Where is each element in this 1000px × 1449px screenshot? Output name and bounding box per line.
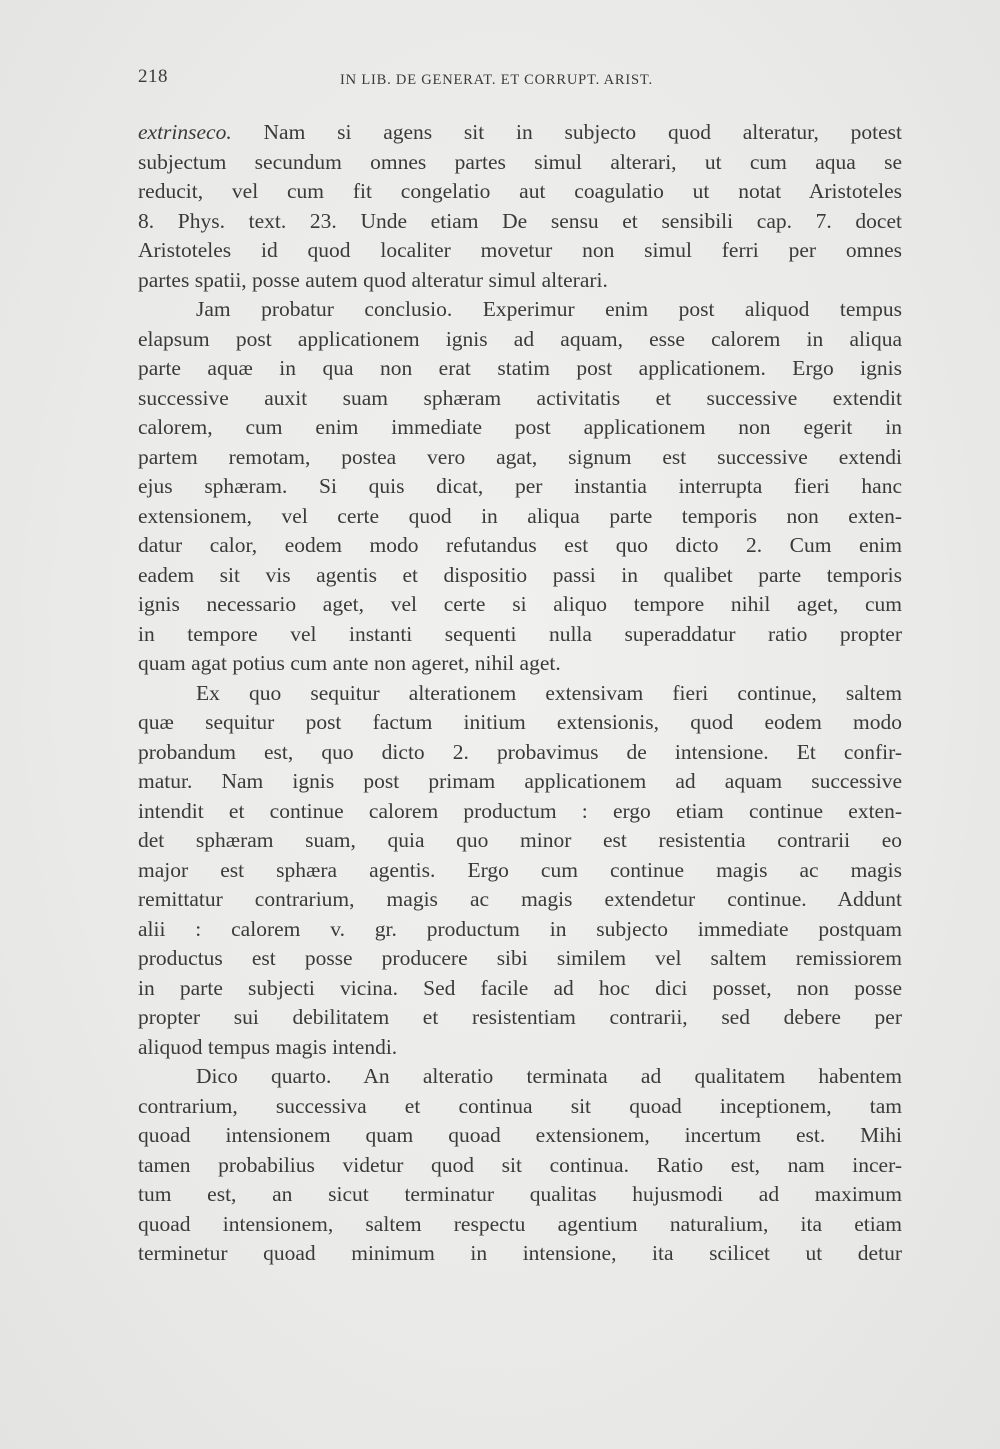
text-line — [138, 885, 902, 915]
text-line — [138, 354, 902, 384]
line-text: quam agat potius cum ante non ageret, nihil aget. — [138, 651, 561, 675]
text-line — [138, 236, 902, 266]
text-line — [138, 797, 902, 827]
line-text: partes spatii, posse autem quod alteratur simul alterari. — [138, 267, 608, 292]
line-text: reducit, vel cum fit congelatio aut coagulatio ut notat Aristoteles — [138, 179, 902, 203]
text-line — [138, 826, 902, 856]
text-line — [138, 1062, 902, 1092]
line-text: datur calor, eodem modo refutandus est quo dicto 2. Cum enim — [138, 533, 902, 557]
line-text: eadem sit vis agentis et dispositio passi in qualibet parte temporis — [138, 562, 902, 587]
text-line — [138, 325, 902, 355]
text-line — [138, 443, 902, 473]
line-text: quæ sequitur post factum initium extensionis, quod eodem modo — [138, 710, 902, 734]
text-line — [138, 649, 902, 679]
text-line — [138, 384, 902, 414]
text-line — [138, 148, 902, 178]
line-text: tum est, an sicut terminatur qualitas hujusmodi ad maximum — [138, 1182, 902, 1206]
text-line — [138, 738, 902, 768]
text-line — [138, 974, 902, 1004]
page-number: 218 — [138, 66, 168, 87]
line-text: productus est posse producere sibi similem vel saltem remissiorem — [138, 946, 902, 970]
text-line — [138, 944, 902, 974]
line-text: Dico quarto. An alteratio terminata ad qualitatem habentem — [196, 1064, 902, 1088]
line-text: in tempore vel instanti sequenti nulla superaddatur ratio propter — [138, 621, 902, 646]
text-line — [138, 207, 902, 237]
text-line — [138, 590, 902, 620]
line-text: in parte subjecti vicina. Sed facile ad hoc dici posset, non posse — [138, 975, 902, 1000]
line-text: Nam si agens sit in subjecto quod alteratur, potest — [231, 120, 902, 144]
line-text: tamen probabilius videtur quod sit continua. Ratio est, nam incer- — [138, 1152, 902, 1177]
line-text: quoad intensionem, saltem respectu agentium naturalium, ita etiam — [138, 1211, 902, 1236]
text-line — [138, 502, 902, 532]
text-line — [138, 531, 902, 561]
text-line — [138, 1239, 902, 1269]
line-text: Ex quo sequitur alterationem extensivam fieri continue, saltem — [196, 680, 902, 705]
text-line — [138, 295, 902, 325]
line-text: matur. Nam ignis post primam applicationem ad aquam successive — [138, 769, 902, 793]
running-head: IN LIB. DE GENERAT. ET CORRUPT. ARIST. — [340, 72, 653, 88]
text-line — [138, 1121, 902, 1151]
line-text: intendit et continue calorem productum : ergo etiam continue exten- — [138, 798, 902, 823]
line-text: quoad intensionem quam quoad extensionem, incertum est. Mihi — [138, 1123, 902, 1147]
line-text: det sphæram suam, quia quo minor est resistentia contrarii eo — [138, 828, 902, 852]
text-line — [138, 708, 902, 738]
line-text: contrarium, successiva et continua sit quoad inceptionem, tam — [138, 1093, 902, 1118]
line-text: alii : calorem v. gr. productum in subjecto immediate postquam — [138, 916, 902, 941]
line-text: remittatur contrarium, magis ac magis extendetur continue. Addunt — [138, 887, 902, 911]
line-text: ejus sphæram. Si quis dicat, per instantia interrupta fieri hanc — [138, 474, 902, 498]
text-line — [138, 620, 902, 650]
text-line — [138, 856, 902, 886]
text-line — [138, 915, 902, 945]
line-text: successive auxit suam sphæram activitatis et successive extendit — [138, 385, 902, 410]
line-text: calorem, cum enim immediate post applicationem non egerit in — [138, 415, 902, 439]
text-line — [138, 1210, 902, 1240]
text-line — [138, 1180, 902, 1210]
line-text: elapsum post applicationem ignis ad aquam, esse calorem in aliqua — [138, 326, 902, 351]
line-text: aliquod tempus magis intendi. — [138, 1034, 398, 1059]
text-line — [138, 118, 902, 148]
text-line — [138, 561, 902, 591]
line-text: major est sphæra agentis. Ergo cum continue magis ac magis — [138, 857, 902, 882]
line-text: probandum est, quo dicto 2. probavimus de intensione. Et confir- — [138, 739, 902, 764]
text-line — [138, 266, 902, 296]
line-text: subjectum secundum omnes partes simul alterari, ut cum aqua se — [138, 149, 902, 174]
text-line — [138, 679, 902, 709]
text-line — [138, 1033, 902, 1063]
body-text — [138, 118, 902, 1269]
line-text: parte aquæ in qua non erat statim post applicationem. Ergo ignis — [138, 356, 902, 380]
line-text: Aristoteles id quod localiter movetur non simul ferri per omnes — [138, 238, 902, 262]
text-line — [138, 413, 902, 443]
line-text: ignis necessario aget, vel certe si aliquo tempore nihil aget, cum — [138, 592, 902, 616]
text-line — [138, 177, 902, 207]
line-text: propter sui debilitatem et resistentiam contrarii, sed debere per — [138, 1005, 902, 1029]
italic-word: extrinseco. — [138, 120, 232, 144]
text-line — [138, 1003, 902, 1033]
text-line — [138, 472, 902, 502]
line-text: terminetur quoad minimum in intensione, ita scilicet ut detur — [138, 1241, 902, 1265]
line-text: extensionem, vel certe quod in aliqua parte temporis non exten- — [138, 503, 902, 528]
line-text: partem remotam, postea vero agat, signum est successive extendi — [138, 444, 902, 469]
text-line — [138, 767, 902, 797]
line-text: Jam probatur conclusio. Experimur enim post aliquod tempus — [196, 297, 902, 321]
text-line — [138, 1092, 902, 1122]
line-text: 8. Phys. text. 23. Unde etiam De sensu et sensibili cap. 7. docet — [138, 208, 902, 233]
text-line — [138, 1151, 902, 1181]
